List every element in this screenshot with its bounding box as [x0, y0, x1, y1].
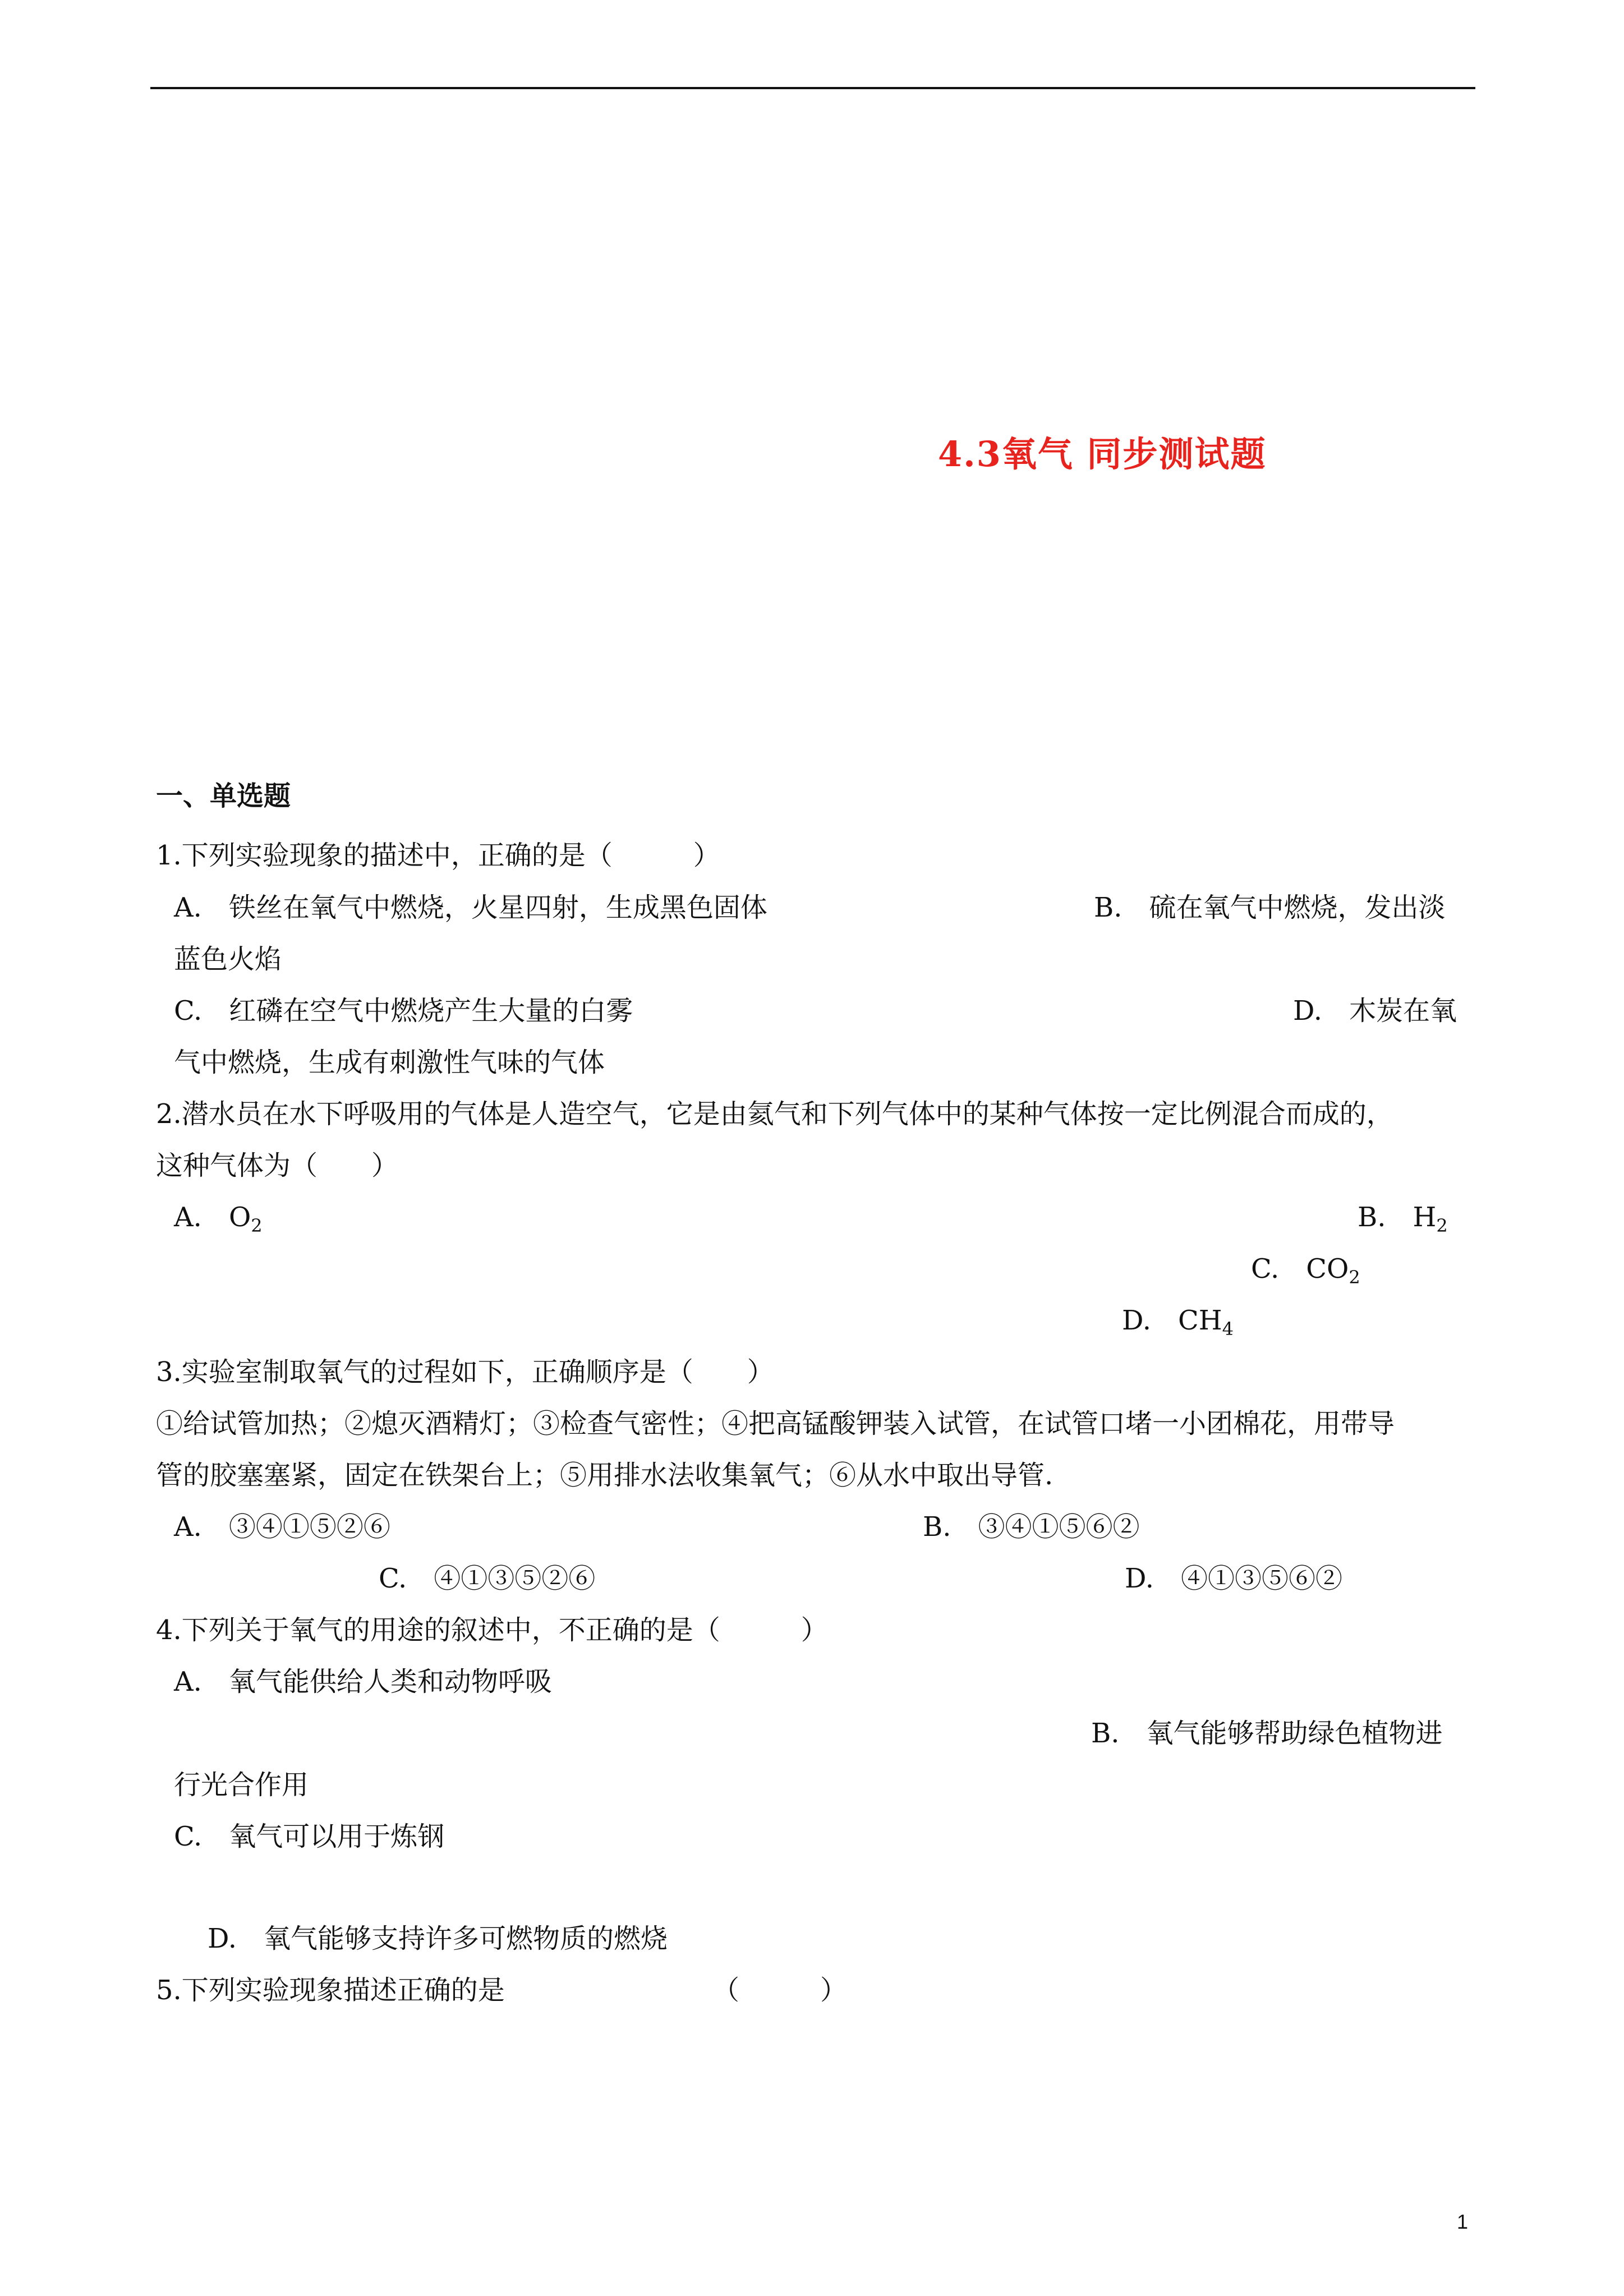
document-title: 4.3氧气 同步测试题 — [938, 434, 1267, 475]
q1-option-d: D. 木炭在氧 — [1293, 995, 1457, 1027]
q3-steps-line2: 管的胶塞塞紧，固定在铁架台上；⑤用排水法收集氧气；⑥从水中取出导管. — [156, 1460, 1053, 1491]
q4-option-b: B. 氧气能够帮助绿色植物进 — [1091, 1718, 1443, 1749]
q3-option-b: B. ③④①⑤⑥② — [923, 1511, 1140, 1543]
q2-stem-line1: 2.潜水员在水下呼吸用的气体是人造空气，它是由氦气和下列气体中的某种气体按一定比例混合而成的， — [156, 1098, 1393, 1130]
q2-option-d: D. $CH_4$ — [1122, 1305, 1234, 1340]
q1-option-d-cont: 气中燃烧，生成有刺激性气味的气体 — [174, 1047, 605, 1078]
q1-option-a: A. 铁丝在氧气中燃烧，火星四射，生成黑色固体 — [174, 892, 767, 923]
q5-stem: 5.下列实验现象描述正确的是 — [156, 1975, 505, 2006]
q1-stem: 1.下列实验现象的描述中，正确的是（ ） — [156, 840, 720, 871]
q4-stem: 4.下列关于氧气的用途的叙述中，不正确的是（ ） — [156, 1614, 828, 1646]
q1-option-b: B. 硫在氧气中燃烧，发出淡 — [1094, 892, 1446, 923]
q2-stem-line2: 这种气体为（ ） — [156, 1150, 399, 1181]
q3-option-a: A. ③④①⑤②⑥ — [174, 1511, 390, 1543]
q2-option-a: A. $O_2$ — [174, 1202, 263, 1236]
q4-option-d: D. 氧气能够支持许多可燃物质的燃烧 — [208, 1923, 668, 1954]
q4-option-a: A. 氧气能供给人类和动物呼吸 — [174, 1666, 552, 1697]
q1-option-c: C. 红磷在空气中燃烧产生大量的白雾 — [174, 995, 633, 1027]
q1-option-b-cont: 蓝色火焰 — [174, 944, 282, 975]
q3-option-d: D. ④①③⑤⑥② — [1125, 1563, 1343, 1594]
section-heading: 一、单选题 — [156, 780, 291, 812]
header-rule — [150, 87, 1475, 89]
q3-option-c: C. ④①③⑤②⑥ — [379, 1563, 596, 1594]
q3-steps-line1: ①给试管加热；②熄灭酒精灯；③检查气密性；④把高锰酸钾装入试管，在试管口堵一小团棉花，用带导 — [156, 1408, 1395, 1439]
q3-stem: 3.实验室制取氧气的过程如下，正确顺序是（ ） — [156, 1356, 774, 1388]
q4-option-c: C. 氧气可以用于炼钢 — [174, 1821, 445, 1852]
q2-option-c: C. $CO_2$ — [1251, 1253, 1360, 1288]
q4-option-b-cont: 行光合作用 — [174, 1769, 309, 1801]
page-number: 1 — [1456, 2210, 1468, 2233]
q2-option-b: B. $H_2$ — [1358, 1202, 1448, 1236]
q5-answer-paren: （ ） — [712, 1975, 848, 2006]
